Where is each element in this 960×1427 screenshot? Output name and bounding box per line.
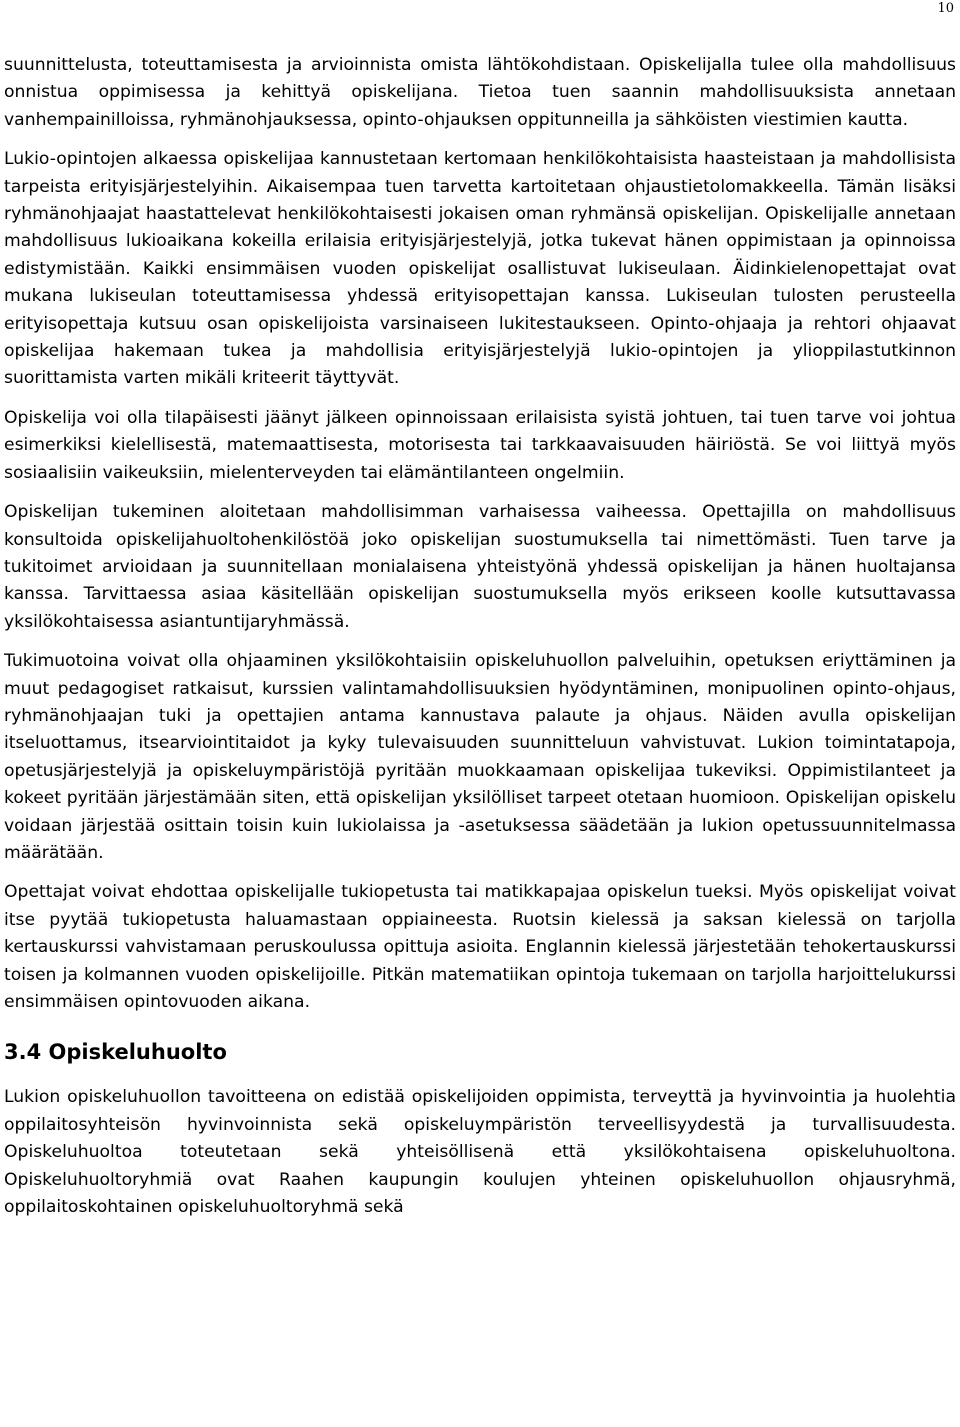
paragraph-support-planning: suunnittelusta, toteuttamisesta ja arvioinnista omista lähtökohdistaan. Opiskelijalla tulee olla mahdollisuus onnistua oppimisessa ja kehittyä opiskelijana. Tietoa tuen saannin mahdollisuuksista annetaan vanhempainilloissa, ryhmänohjauksessa, opinto-ohjauksen oppitunneilla ja sähköisten viestimien kautta. bbox=[4, 55, 956, 130]
paragraph-study-start: Lukio-opintojen alkaessa opiskelijaa kannustetaan kertomaan henkilökohtaisista haasteistaan ja mahdollisista tarpeista erityisjärjestelyihin. Aikaisempaa tuen tarvetta kartoitetaan ohjaustietolomakkeella. Tämän lisäksi ryhmänohjaajat haastattelevat henkilökohtaisesti jokaisen oman ryhmänsä opiskelijan. Opiskelijalle annetaan mahdollisuus lukioaikana kokeilla erilaisia erityisjärjestelyjä, jotka tukevat hänen oppimistaan ja opinnoissa edistymistään. Kaikki ensimmäisen vuoden opiskelijat osallistuvat lukiseulaan. Äidinkielenopettajat ovat mukana lukiseulan toteuttamisessa yhdessä erityisopettajan kanssa. Lukiseulan tulosten perusteella erityisopettaja kutsuu osan opiskelijoista varsinaiseen lukitestaukseen. Opinto-ohjaaja ja rehtori ohjaavat opiskelijaa hakemaan tukea ja mahdollisia erityisjärjestelyjä lukio-opintojen ja ylioppilastutkinnon suorittamista varten mikäli kriteerit täyttyvät. bbox=[4, 149, 956, 389]
page-number: 10 bbox=[937, 1, 954, 16]
paragraph-early-support: Opiskelijan tukeminen aloitetaan mahdollisimman varhaisessa vaiheessa. Opettajilla on mahdollisuus konsultoida opiskelijahuoltohenkilöstöä joko opiskelijan suostumuksella tai nimettömästi. Tuen tarve ja tukitoimet arvioidaan ja suunnitellaan monialaisena yhteistyönä yhdessä opiskelijan ja hänen huoltajansa kanssa. Tarvittaessa asiaa käsitellään opiskelijan suostumuksella myös erikseen koolle kutsuttavassa yksilökohtaisessa asiantuntijaryhmässä. bbox=[4, 502, 956, 632]
paragraph-remedial-teaching: Opettajat voivat ehdottaa opiskelijalle tukiopetusta tai matikkapajaa opiskelun tueksi. Myös opiskelijat voivat itse pyytää tukiopetusta haluamastaan oppiaineesta. Ruotsin kielessä ja saksan kielessä on tarjolla kertauskurssi vahvistamaan peruskoulussa opittuja asioita. Englannin kielessä järjestetään tehokertauskurssi toisen ja kolmannen vuoden opiskelijoille. Pitkän matematiikan opintoja tukemaan on tarjolla harjoittelukurssi ensimmäisen opintovuoden aikana. bbox=[4, 882, 956, 1012]
section-heading: 3.4 Opiskeluhuolto bbox=[4, 1040, 227, 1065]
paragraph-support-forms: Tukimuotoina voivat olla ohjaaminen yksilökohtaisiin opiskeluhuollon palveluihin, opetuksen eriyttäminen ja muut pedagogiset ratkaisut, kurssien valintamahdollisuuksien hyödyntäminen, monipuolinen opinto-ohjaus, ryhmänohjaajan tuki ja opettajien antama kannustava palaute ja ohjaus. Näiden avulla opiskelijan itseluottamus, itsearviointitaidot ja kyky tulevaisuuden suunnitteluun vahvistuvat. Lukion toimintatapoja, opetusjärjestelyjä ja opiskeluympäristöjä pyritään muokkaamaan opiskelijaa tukeviksi. Oppimistilanteet ja kokeet pyritään järjestämään siten, että opiskelijan yksilölliset tarpeet otetaan huomioon. Opiskelijan opiskelu voidaan järjestää osittain toisin kuin lukiolaissa ja -asetuksessa säädetään ja lukion opetussuunnitelmassa määrätään. bbox=[4, 651, 956, 863]
paragraph-student-welfare: Lukion opiskeluhuollon tavoitteena on edistää opiskelijoiden oppimista, terveyttä ja hyvinvointia ja huolehtia oppilaitosyhteisön hyvinvoinnista sekä opiskeluympäristön terveellisyydestä ja turvallisuudesta. Opiskeluhuoltoa toteutetaan sekä yhteisöllisenä että yksilökohtaisena opiskeluhuoltona. Opiskeluhuoltoryhmiä ovat Raahen kaupungin koulujen yhteinen opiskeluhuollon ohjausryhmä, oppilaitoskohtainen opiskeluhuoltoryhmä sekä bbox=[4, 1087, 956, 1218]
paragraph-temporary-difficulties: Opiskelija voi olla tilapäisesti jäänyt jälkeen opinnoissaan erilaisista syistä johtuen, tai tuen tarve voi johtua esimerkiksi kielellisestä, matemaattisesta, motorisesta tai tarkkaavaisuuden häiriöstä. Se voi liittyä myös sosiaalisiin vaikeuksiin, mielenterveyden tai elämäntilanteen ongelmiin. bbox=[4, 407, 956, 483]
document-body bbox=[4, 52, 956, 1233]
